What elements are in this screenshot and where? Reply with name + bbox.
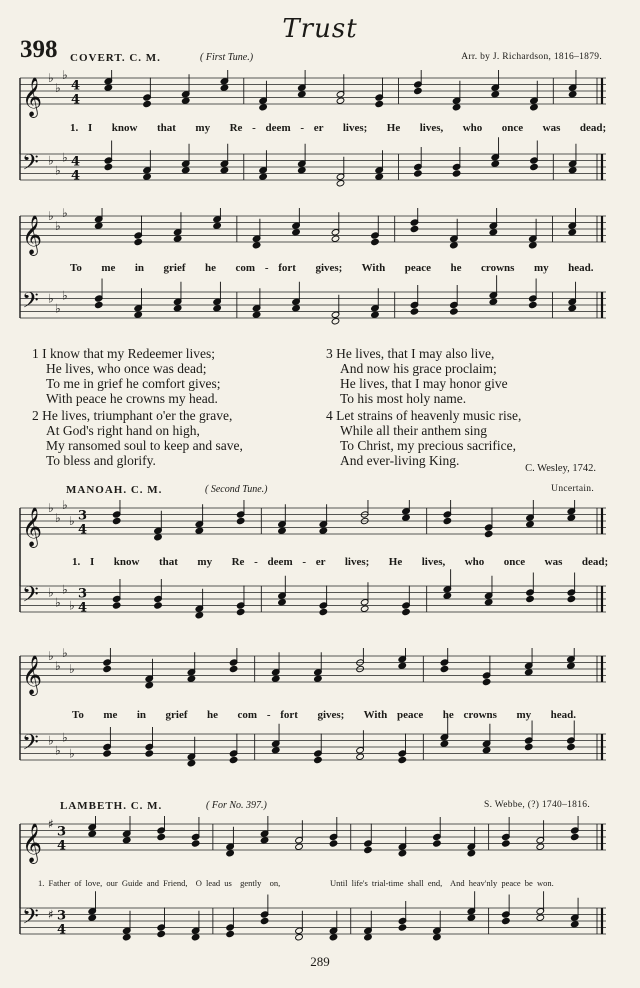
bass-clef-icon: 𝄢 — [22, 150, 39, 181]
bass-note — [278, 599, 287, 606]
treble-note — [195, 527, 204, 534]
flat-icon: ♭ — [48, 153, 54, 168]
treble-note — [88, 830, 97, 837]
flat-icon: ♭ — [55, 218, 61, 233]
lyric-line-manoah-1: 1. I know that my Re - deem - er lives; He lives, who once was dead; — [72, 556, 609, 568]
bass-clef-icon: 𝄢 — [22, 904, 39, 935]
bass-note — [94, 301, 103, 308]
flat-icon: ♭ — [69, 746, 75, 761]
bass-note — [112, 602, 121, 609]
treble-note — [524, 669, 533, 676]
treble-note — [530, 104, 539, 111]
time-signature-top: 3 — [78, 508, 88, 524]
page-title: Trust — [282, 14, 358, 44]
bass-note — [526, 595, 535, 602]
bass-note — [336, 180, 345, 187]
bass-note — [398, 756, 407, 763]
treble-note — [398, 662, 407, 669]
flat-icon: ♭ — [62, 208, 68, 220]
tune-note-manoah: ( Second Tune.) — [205, 484, 268, 495]
treble-note — [187, 675, 196, 682]
treble-note — [375, 100, 384, 107]
tune-credit-covert: Arr. by J. Richardson, 1816–1879. — [461, 52, 602, 62]
treble-note — [567, 514, 576, 521]
flat-icon: ♭ — [55, 80, 61, 95]
time-signature-bottom: 4 — [57, 838, 67, 854]
bass-note — [271, 747, 280, 754]
treble-note — [536, 843, 545, 850]
bass-note — [154, 602, 163, 609]
time-signature-bottom: 4 — [57, 922, 67, 938]
bass-note — [482, 747, 491, 754]
treble-note — [104, 84, 113, 91]
flat-icon: ♭ — [55, 595, 61, 610]
bass-note — [356, 753, 365, 760]
bass-note — [443, 592, 452, 599]
treble-note — [433, 840, 442, 847]
bass-note — [319, 608, 328, 615]
tune-note-lambeth: ( For No. 397.) — [206, 800, 267, 811]
bass-note — [360, 605, 369, 612]
treble-note — [414, 87, 423, 94]
tune-credit-manoah: Uncertain. — [551, 484, 594, 494]
treble-note — [331, 235, 340, 242]
treble-note — [112, 517, 121, 524]
time-signature-top: 3 — [57, 908, 67, 924]
flat-icon: ♭ — [55, 510, 61, 525]
flat-icon: ♭ — [62, 582, 68, 597]
bass-note — [567, 595, 576, 602]
treble-note — [292, 229, 301, 236]
hymn-number: 398 — [20, 36, 58, 63]
flat-icon: ♭ — [62, 500, 68, 512]
treble-note — [482, 678, 491, 685]
bass-note — [259, 173, 268, 180]
treble-note — [145, 682, 154, 689]
flat-icon: ♭ — [62, 70, 68, 82]
bass-note — [529, 301, 538, 308]
stanza-2: 2 He lives, triumphant o'er the grave, At God's right hand on high, My ransomed soul to keep and save, To bless and glorify. — [32, 408, 243, 468]
treble-note — [143, 100, 152, 107]
bass-note — [524, 743, 533, 750]
time-signature-bottom: 4 — [71, 168, 81, 184]
treble-note — [402, 514, 411, 521]
flat-icon: ♭ — [62, 730, 68, 745]
tune-name-covert: COVERT. C. M. — [70, 52, 161, 64]
treble-note — [364, 846, 373, 853]
bass-note — [364, 934, 373, 941]
bass-note — [298, 167, 307, 174]
treble-note — [319, 527, 328, 534]
treble-note — [191, 840, 200, 847]
bass-note — [195, 612, 204, 619]
treble-clef-icon: 𝄞 — [22, 507, 43, 547]
bass-note — [331, 318, 340, 325]
flat-icon: ♭ — [55, 658, 61, 673]
bass-note — [375, 173, 384, 180]
bass-note — [295, 934, 304, 941]
treble-note — [526, 521, 535, 528]
treble-note — [173, 235, 182, 242]
treble-note — [298, 91, 307, 98]
sharp-icon: ♯ — [48, 907, 54, 922]
time-signature-top: 3 — [57, 824, 67, 840]
treble-note — [567, 662, 576, 669]
bass-note — [450, 308, 459, 315]
treble-note — [570, 833, 579, 840]
treble-note — [398, 850, 407, 857]
treble-note — [489, 229, 498, 236]
treble-note — [295, 843, 304, 850]
bass-note — [220, 167, 229, 174]
treble-note — [314, 675, 323, 682]
treble-note — [452, 104, 461, 111]
stanza-3: 3 He lives, that I may also live, And now his grace proclaim; He lives, that I may honor give To his most holy name. — [326, 346, 508, 406]
bass-note — [536, 914, 545, 921]
lyric-line-covert-2: To me in grief he com - fort gives; With peace he crowns my head. — [70, 262, 594, 274]
flat-icon: ♭ — [48, 209, 54, 223]
treble-note — [450, 242, 459, 249]
bass-note — [104, 163, 113, 170]
flat-icon: ♭ — [62, 648, 68, 660]
treble-clef-icon: 𝄞 — [22, 215, 43, 255]
bass-note — [452, 170, 461, 177]
bass-note — [181, 167, 190, 174]
treble-note — [220, 84, 229, 91]
bass-note — [414, 170, 423, 177]
stanza-4: 4 Let strains of heavenly music rise, While all their anthem sing To Christ, my precious sacrifice, And ever-living King. — [326, 408, 522, 468]
time-signature-top: 4 — [71, 78, 81, 94]
bass-note — [292, 305, 301, 312]
treble-note — [122, 837, 131, 844]
treble-note — [410, 225, 419, 232]
flat-icon: ♭ — [62, 150, 68, 165]
time-signature-bottom: 4 — [78, 600, 88, 616]
treble-note — [440, 665, 449, 672]
bass-note — [88, 914, 97, 921]
sharp-icon: ♯ — [48, 817, 54, 831]
tune-credit-lambeth: S. Webbe, (?) 1740–1816. — [484, 800, 590, 810]
treble-note — [491, 91, 500, 98]
bass-note — [191, 934, 200, 941]
time-signature-bottom: 4 — [71, 92, 81, 108]
treble-note — [443, 517, 452, 524]
flat-icon: ♭ — [48, 71, 54, 85]
bass-note — [314, 756, 323, 763]
flat-icon: ♭ — [69, 598, 75, 613]
bass-note — [440, 740, 449, 747]
time-signature-top: 3 — [78, 586, 88, 602]
bass-note — [568, 305, 577, 312]
bass-note — [143, 173, 152, 180]
bass-note — [173, 305, 182, 312]
flat-icon: ♭ — [69, 662, 75, 676]
bass-note — [122, 934, 131, 941]
treble-note — [157, 833, 166, 840]
treble-clef-icon: 𝄞 — [22, 77, 43, 117]
bass-note — [236, 608, 245, 615]
treble-note — [271, 675, 280, 682]
time-signature-top: 4 — [71, 154, 81, 170]
lyric-line-lambeth-2: Until life's trial-time shall end, And heav'nly peace be won. — [330, 878, 554, 888]
treble-note — [229, 665, 238, 672]
treble-note — [213, 222, 222, 229]
bass-note — [484, 599, 493, 606]
bass-note — [467, 914, 476, 921]
bass-clef-icon: 𝄢 — [22, 582, 39, 613]
treble-note — [236, 517, 245, 524]
treble-note — [568, 229, 577, 236]
treble-note — [329, 840, 338, 847]
stanza-1: 1 I know that my Redeemer lives; He lives, who once was dead; To me in grief he comfort gives; With peace he crowns my head. — [32, 346, 221, 406]
bass-note — [433, 934, 442, 941]
treble-note — [484, 530, 493, 537]
flat-icon: ♭ — [48, 733, 54, 748]
bass-note — [252, 311, 261, 318]
treble-clef-icon: 𝄞 — [22, 655, 43, 695]
bass-note — [530, 163, 539, 170]
flat-icon: ♭ — [62, 288, 68, 303]
bass-note — [570, 921, 579, 928]
bass-note — [213, 305, 222, 312]
treble-note — [252, 242, 261, 249]
bass-clef-icon: 𝄢 — [22, 288, 39, 319]
time-signature-bottom: 4 — [78, 522, 88, 538]
treble-note — [529, 242, 538, 249]
treble-note — [134, 238, 143, 245]
flat-icon: ♭ — [55, 301, 61, 316]
bass-note — [226, 930, 235, 937]
treble-note — [226, 850, 235, 857]
treble-note — [568, 91, 577, 98]
lyric-line-lambeth-1: 1. Father of love, our Guide and Friend, O lead us gently on, — [38, 878, 281, 888]
tune-name-lambeth: LAMBETH. C. M. — [60, 800, 163, 812]
bass-note — [145, 750, 154, 757]
lyric-line-manoah-2: To me in grief he com - fort gives; With peace he crowns my head. — [72, 709, 576, 721]
tune-name-manoah: MANOAH. C. M. — [66, 484, 163, 496]
bass-note — [567, 743, 576, 750]
bass-note — [187, 760, 196, 767]
flat-icon: ♭ — [55, 743, 61, 758]
treble-note — [260, 837, 269, 844]
treble-note — [467, 850, 476, 857]
bass-clef-icon: 𝄢 — [22, 730, 39, 761]
bass-note — [329, 934, 338, 941]
bass-note — [157, 930, 166, 937]
text-author: C. Wesley, 1742. — [525, 463, 596, 474]
flat-icon: ♭ — [48, 501, 54, 515]
flat-icon: ♭ — [48, 291, 54, 306]
flat-icon: ♭ — [55, 163, 61, 178]
bass-note — [260, 917, 269, 924]
lyric-line-covert-1: 1. I know that my Re - deem - er lives; He lives, who once was dead; — [70, 122, 607, 134]
treble-clef-icon: 𝄞 — [22, 823, 43, 863]
treble-note — [371, 238, 380, 245]
bass-note — [229, 756, 238, 763]
treble-note — [154, 534, 163, 541]
flat-icon: ♭ — [48, 585, 54, 600]
treble-note — [502, 840, 511, 847]
bass-note — [568, 167, 577, 174]
treble-note — [336, 97, 345, 104]
treble-note — [259, 104, 268, 111]
flat-icon: ♭ — [48, 649, 54, 663]
treble-note — [278, 527, 287, 534]
treble-note — [94, 222, 103, 229]
bass-note — [502, 917, 511, 924]
page-number: 289 — [310, 954, 330, 969]
bass-note — [103, 750, 112, 757]
tune-note-covert: ( First Tune.) — [200, 52, 254, 63]
bass-note — [398, 924, 407, 931]
bass-note — [134, 311, 143, 318]
bass-note — [402, 608, 411, 615]
bass-note — [371, 311, 380, 318]
bass-note — [491, 160, 500, 167]
flat-icon: ♭ — [69, 514, 75, 528]
bass-note — [410, 308, 419, 315]
treble-note — [181, 97, 190, 104]
bass-note — [489, 298, 498, 305]
treble-note — [103, 665, 112, 672]
